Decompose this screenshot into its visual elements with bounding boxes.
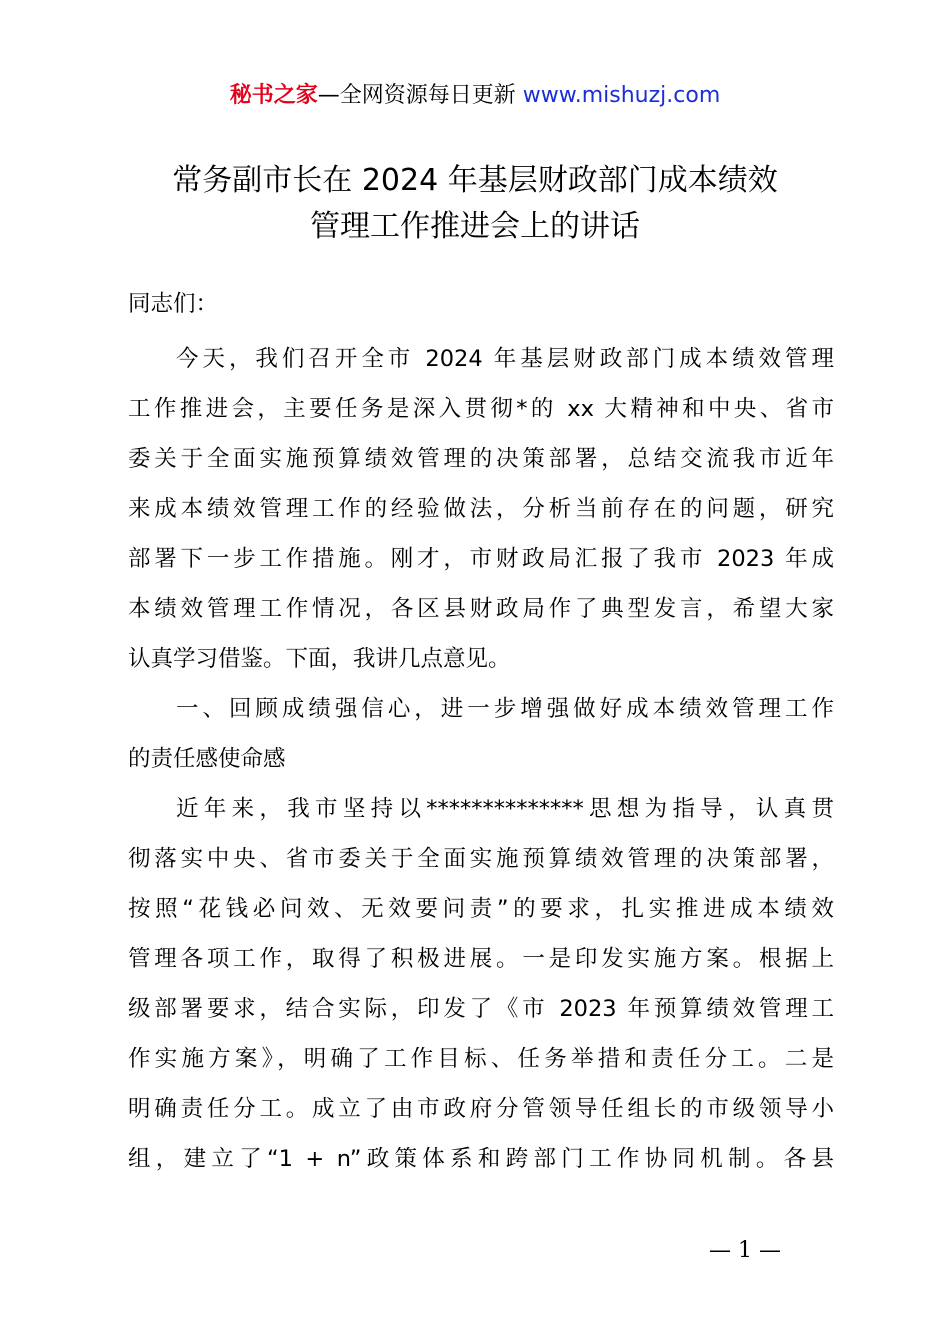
paragraph-line: 管理各项工作，取得了积极进展。一是印发实施方案。根据上 [128,946,834,972]
paragraph-line: 明确责任分工。成立了由市政府分管领导任组长的市级领导小 [128,1096,834,1122]
paragraph-line: 作实施方案》，明确了工作目标、任务举措和责任分工。二是 [128,1046,834,1072]
document-body [128,284,834,1184]
paragraph-line: 按照“花钱必问效、无效要问责”的要求，扎实推进成本绩效 [128,896,834,922]
site-tagline: —全网资源每日更新 [317,83,516,108]
heading-line: 的责任感使命感 [128,746,286,772]
paragraph-line: 组，建立了“1 + n”政策体系和跨部门工作协同机制。各县 [128,1146,834,1172]
site-header [0,80,950,112]
paragraph-line: 今天，我们召开全市 2024 年基层财政部门成本绩效管理 [176,346,834,372]
paragraph-line: 彻落实中央、省市委关于全面实施预算绩效管理的决策部署， [128,846,834,872]
paragraph-line: 委关于全面实施预算绩效管理的决策部署，总结交流我市近年 [128,446,834,472]
heading-line: 一、回顾成绩强信心，进一步增强做好成本绩效管理工作 [176,696,834,722]
document-title [110,158,840,250]
site-url-link[interactable]: www.mishuzj.com [522,83,721,108]
paragraph-line: 工作推进会，主要任务是深入贯彻*的 xx 大精神和中央、省市 [128,396,834,422]
paragraph-line: 认真学习借鉴。下面，我讲几点意见。 [128,646,511,672]
document-title-line: 常务副市长在 2024 年基层财政部门成本绩效 [172,163,778,198]
paragraph-line: 部署下一步工作措施。刚才，市财政局汇报了我市 2023 年成 [128,546,834,572]
section-heading-1 [128,684,834,784]
paragraph-line: 级部署要求，结合实际，印发了《市 2023 年预算绩效管理工 [128,996,834,1022]
site-brand: 秘书之家 [229,83,318,108]
page-number: — 1 — [709,1238,781,1263]
paragraph-intro [128,334,834,684]
paragraph-achievements [128,784,834,1184]
paragraph-line: 来成本绩效管理工作的经验做法，分析当前存在的问题，研究 [128,496,834,522]
greeting: 同志们： [128,291,219,317]
paragraph-line: 本绩效管理工作情况，各区县财政局作了典型发言，希望大家 [128,596,834,622]
document-title-line: 管理工作推进会上的讲话 [310,209,640,244]
paragraph-line: 近年来，我市坚持以**************思想为指导，认真贯 [176,796,834,822]
